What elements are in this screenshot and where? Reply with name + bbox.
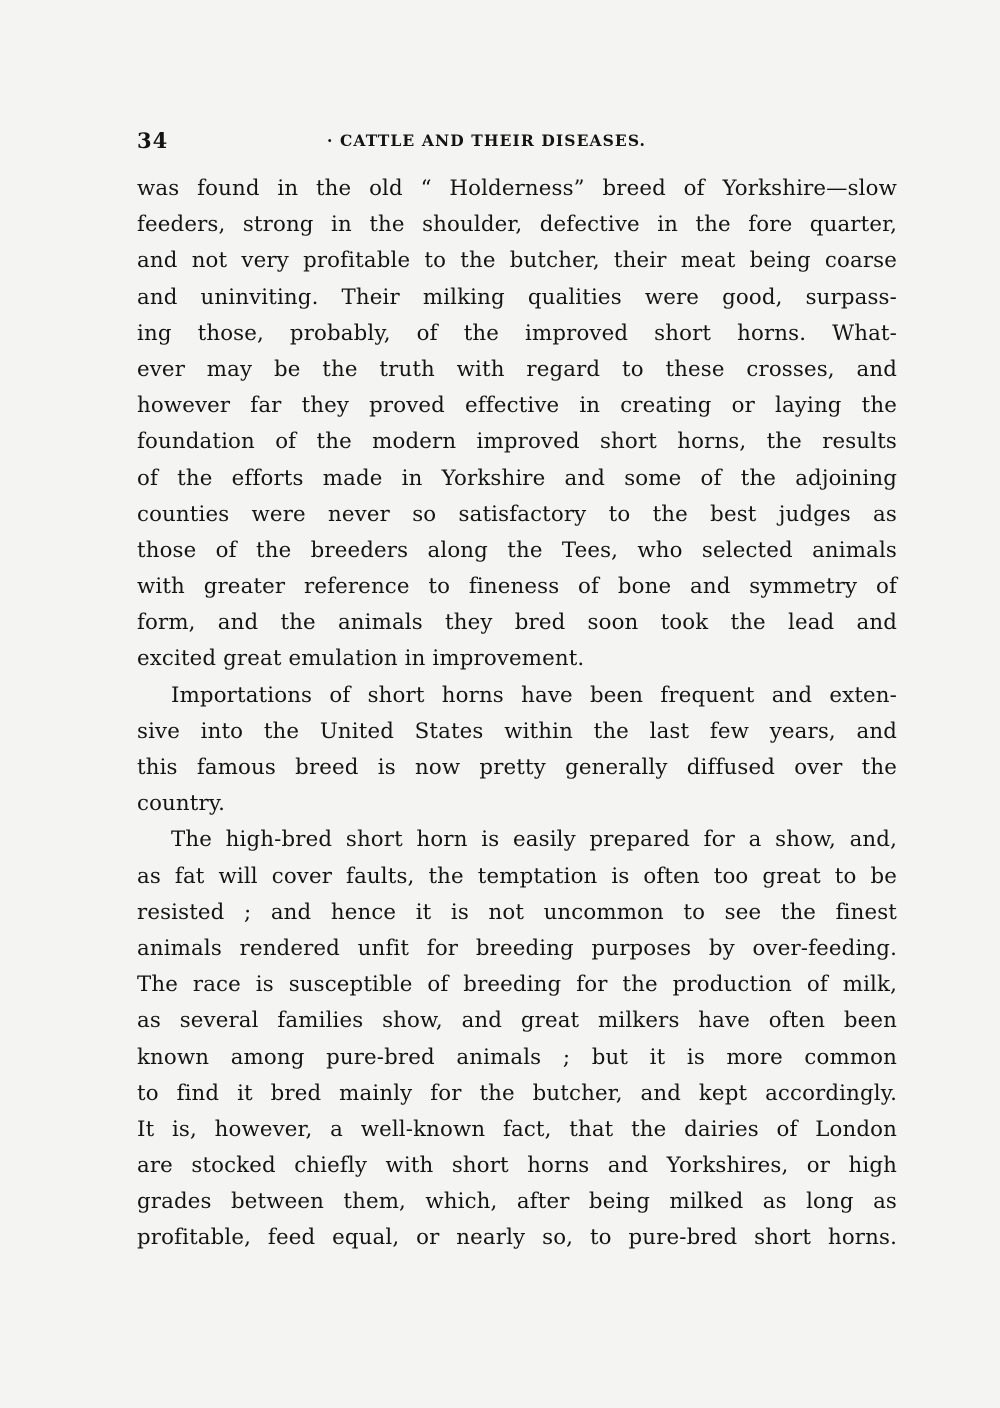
running-title: · CATTLE AND THEIR DISEASES. <box>327 131 647 150</box>
text-line: The high-bred short horn is easily prepared for a show, and, <box>171 827 897 853</box>
text-line: animals rendered unfit for breeding purposes by over-feeding. <box>137 935 897 961</box>
running-head <box>137 128 897 152</box>
text-line: sive into the United States within the last few years, and <box>137 718 897 744</box>
page-number: 34 <box>137 128 169 153</box>
text-line: to find it bred mainly for the butcher, and kept accordingly. <box>137 1080 897 1106</box>
text-line: and not very profitable to the butcher, their meat being coarse <box>137 248 897 274</box>
text-line: Importations of short horns have been frequent and exten- <box>171 682 897 708</box>
text-line: profitable, feed equal, or nearly so, to pure-bred short horns. <box>137 1225 897 1251</box>
text-line: of the efforts made in Yorkshire and some of the adjoining <box>137 465 897 491</box>
text-line: this famous breed is now pretty generally diffused over the <box>137 755 897 780</box>
text-line: feeders, strong in the shoulder, defective in the fore quarter, <box>137 212 897 238</box>
text-line: The race is susceptible of breeding for the production of milk, <box>137 972 897 998</box>
paragraph-importations <box>137 678 897 823</box>
text-line: known among pure-bred animals ; but it is more common <box>137 1044 897 1070</box>
text-line: those of the breeders along the Tees, who selected animals <box>137 537 897 563</box>
text-line: foundation of the modern improved short horns, the results <box>137 429 897 455</box>
text-line: however far they proved effective in creating or laying the <box>137 393 897 419</box>
text-line: ing those, probably, of the improved short horns. What- <box>137 320 897 346</box>
text-line: with greater reference to fineness of bone and symmetry of <box>137 574 897 600</box>
text-line: and uninviting. Their milking qualities were good, surpass- <box>137 284 897 310</box>
paragraph-continued <box>137 171 897 678</box>
text-line: as fat will cover faults, the temptation is often too great to be <box>137 863 897 889</box>
text-line: as several families show, and great milkers have often been <box>137 1008 897 1034</box>
text-line: form, and the animals they bred soon took the lead and <box>137 610 897 636</box>
text-line: resisted ; and hence it is not uncommon to see the finest <box>137 899 897 925</box>
text-line: are stocked chiefly with short horns and Yorkshires, or high <box>137 1153 897 1179</box>
text-line: was found in the old “ Holderness” breed of Yorkshire—slow <box>137 176 897 201</box>
text-line: excited great emulation in improvement. <box>137 646 585 672</box>
text-line: It is, however, a well-known fact, that the dairies of London <box>137 1116 897 1142</box>
text-line: ever may be the truth with regard to these crosses, and <box>137 356 897 382</box>
paragraph-high-bred <box>137 822 897 1256</box>
text-line: country. <box>137 791 226 817</box>
text-line: grades between them, which, after being milked as long as <box>137 1189 897 1215</box>
text-line: counties were never so satisfactory to the best judges as <box>137 501 897 527</box>
body-text <box>137 171 897 1257</box>
